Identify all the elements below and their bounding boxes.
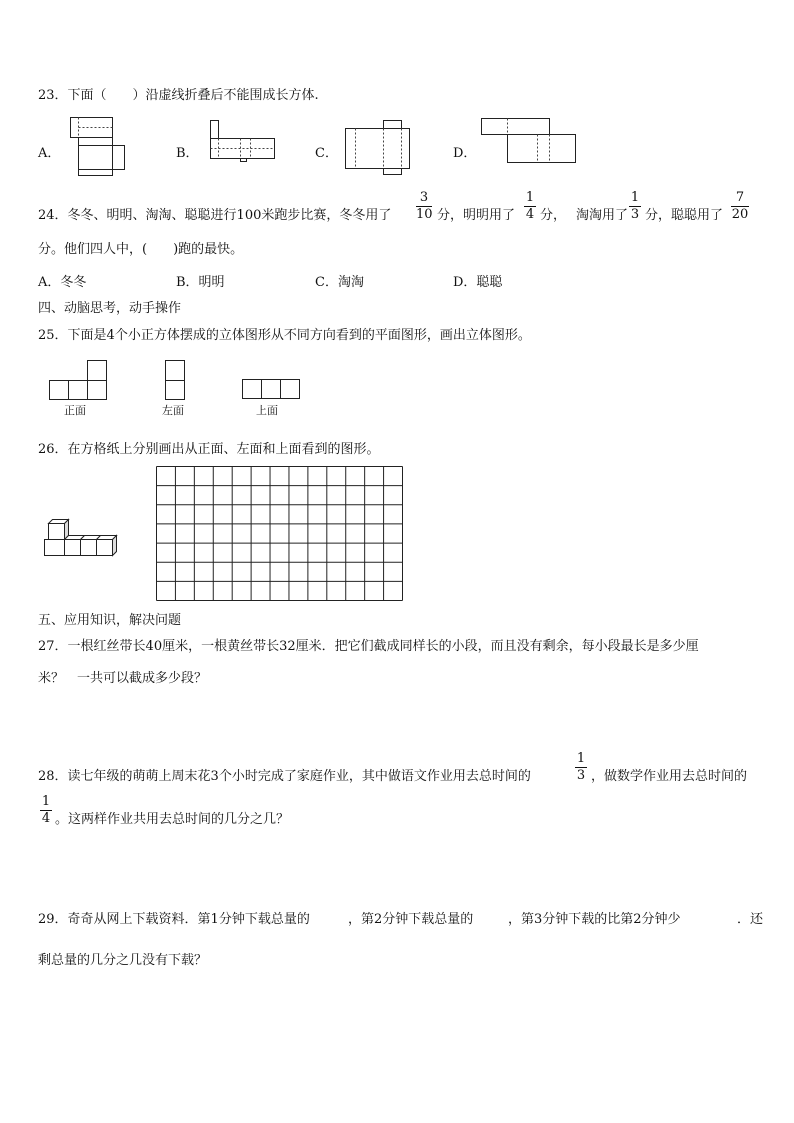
q29-line1-part1: 29．奇奇从网上下载资料．第1分钟下载总量的 [38,912,310,927]
q23-option-b[interactable]: B． [176,146,199,161]
net-b-figure [208,120,276,162]
q29-line2: 剩总量的几分之几没有下载？ [38,953,208,968]
q24-option-c[interactable]: C．淘淘 [315,275,364,290]
q23-option-a[interactable]: A． [38,146,61,161]
q25-front-view [49,360,109,401]
q23-option-c[interactable]: C． [315,146,338,161]
q24-text-4: 分，聪聪用了 [645,208,724,223]
q28-line2: 。这两样作业共用去总时间的几分之几？ [55,812,290,827]
q24-fraction-congcong: 7 20 [731,190,749,222]
q28-text-1: ，做数学作业用去总时间的 [591,769,748,784]
net-c-figure [345,120,411,176]
q24-option-a[interactable]: A．冬冬 [38,275,87,290]
q23-stem: 23．下面（ ）沿虚线折叠后不能围成长方体. [38,88,319,103]
q29-line1-part3: ，第3分钟下载的比第2分钟少 [508,912,681,927]
q24-fraction-taotao: 1 3 [630,190,640,222]
q26-cube-figure [42,517,118,557]
q24-text-3: 淘淘用了 [576,208,629,223]
q26-stem: 26．在方格纸上分别画出从正面、左面和上面看到的图形。 [38,442,380,457]
q24-text-1: 分，明明用了 [437,208,516,223]
q28-fraction-chinese: 1 3 [576,751,586,783]
q24-option-b[interactable]: B．明明 [176,275,225,290]
q24-stem-part1: 24．冬冬、明明、淘淘、聪聪进行100米跑步比赛，冬冬用了 [38,208,392,223]
q24-fraction-mingming: 1 4 [525,190,535,222]
section-4-heading: 四、动脑思考，动手操作 [38,301,182,316]
q25-stem: 25．下面是4个小正方体摆成的立体图形从不同方向看到的平面图形，画出立体图形。 [38,328,531,343]
net-a-figure [70,117,126,177]
section-5-heading: 五、应用知识，解决问题 [38,613,182,628]
q25-label-left: 左面 [162,404,184,417]
net-d-figure [481,118,577,164]
q28-fraction-math: 1 4 [41,794,51,826]
q24-stem-line2: 分。他们四人中，( )跑的最快。 [38,242,244,257]
q24-option-d[interactable]: D．聪聪 [453,275,503,290]
q28-line1: 28．读七年级的萌萌上周末花3个小时完成了家庭作业，其中做语文作业用去总时间的 [38,769,531,784]
q29-line1-part4: ．还 [737,912,764,927]
q25-left-view [165,360,187,401]
q24-fraction-dongdong: 3 10 [416,190,433,222]
q25-label-front: 正面 [64,404,86,417]
q25-top-view [242,379,302,401]
q23-option-d[interactable]: D． [453,146,477,161]
q27-line2: 米？ 一共可以截成多少段？ [38,671,208,686]
q29-line1-part2: ，第2分钟下载总量的 [348,912,474,927]
q27-line1: 27．一根红丝带长40厘米，一根黄丝带长32厘米．把它们截成同样长的小段，而且没有剩余，每小段最长是多少厘 [38,639,699,654]
q25-label-top: 上面 [256,404,278,417]
q24-text-2: 分， [540,208,567,223]
q26-grid-paper[interactable] [156,466,404,602]
